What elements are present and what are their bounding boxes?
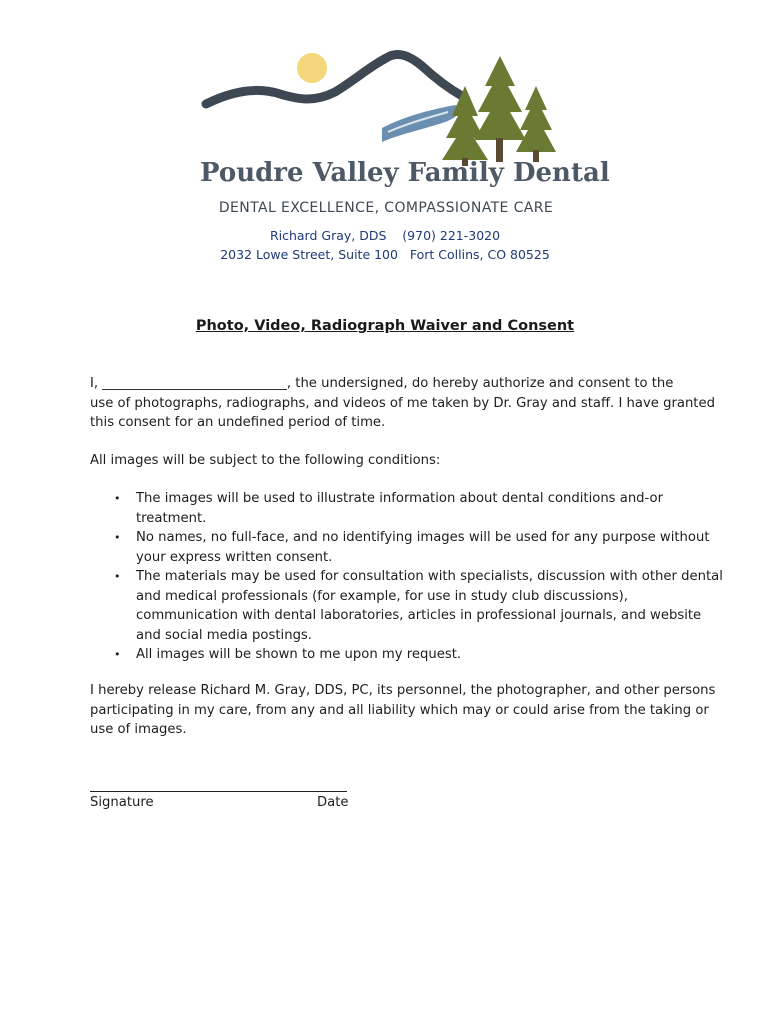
list-item-line: and medical professionals (for example, for use in study club discussions),	[136, 588, 628, 604]
bullet-icon: •	[114, 648, 121, 661]
conditions-heading: All images will be subject to the following conditions:	[90, 453, 441, 468]
intro-line: I, ____________________________, the undersigned, do hereby authorize and consent to the	[90, 376, 674, 391]
release-line: I hereby release Richard M. Gray, DDS, PC, its personnel, the photographer, and other persons	[90, 683, 716, 698]
release-paragraph	[90, 681, 716, 740]
bullet-icon: •	[114, 531, 121, 544]
logo-graphic	[200, 46, 580, 166]
list-item	[90, 489, 710, 528]
signature-line[interactable]	[90, 791, 347, 792]
intro-paragraph	[90, 374, 715, 433]
list-item-line: communication with dental laboratories, articles in professional journals, and website	[136, 608, 702, 623]
list-item-line: treatment.	[136, 510, 207, 526]
conditions-list	[90, 489, 723, 665]
list-item-line: All images will be shown to me upon my request.	[136, 647, 462, 662]
date-label: Date	[317, 795, 349, 810]
intro-line: use of photographs, radiographs, and videos of me taken by Dr. Gray and staff. I have granted	[90, 395, 715, 411]
list-item	[90, 528, 710, 567]
sun-icon	[297, 53, 327, 83]
list-item-line: No names, no full-face, and no identifying images will be used for any purpose without	[136, 530, 710, 545]
release-line: participating in my care, from any and all liability which may or could arise from the taking or	[90, 702, 709, 718]
practice-logo	[200, 46, 610, 226]
list-item-line: your express written consent.	[136, 549, 333, 565]
document-title: Photo, Video, Radiograph Waiver and Consent	[195, 318, 575, 334]
list-item-line: The images will be used to illustrate information about dental conditions and-or	[136, 491, 664, 506]
brand-name: Poudre Valley Family Dental	[200, 158, 610, 188]
brand-tagline: DENTAL EXCELLENCE, COMPASSIONATE CARE	[218, 200, 554, 216]
list-item	[90, 645, 710, 665]
intro-line: this consent for an undefined period of time.	[90, 415, 386, 430]
list-item-line: and social media postings.	[136, 627, 312, 643]
bullet-icon: •	[114, 492, 121, 505]
signature-label: Signature	[90, 795, 154, 810]
release-line: use of images.	[90, 722, 187, 737]
list-item	[90, 567, 723, 645]
list-item-line: The materials may be used for consultation with specialists, discussion with other dental	[136, 569, 723, 584]
mountain-icon	[206, 54, 462, 104]
contact-line-doctor-phone: Richard Gray, DDS (970) 221-3020	[269, 228, 501, 243]
contact-line-address: 2032 Lowe Street, Suite 100 Fort Collins, CO 80525	[220, 247, 550, 262]
bullet-icon: •	[114, 570, 121, 583]
trees-icon	[442, 56, 556, 166]
